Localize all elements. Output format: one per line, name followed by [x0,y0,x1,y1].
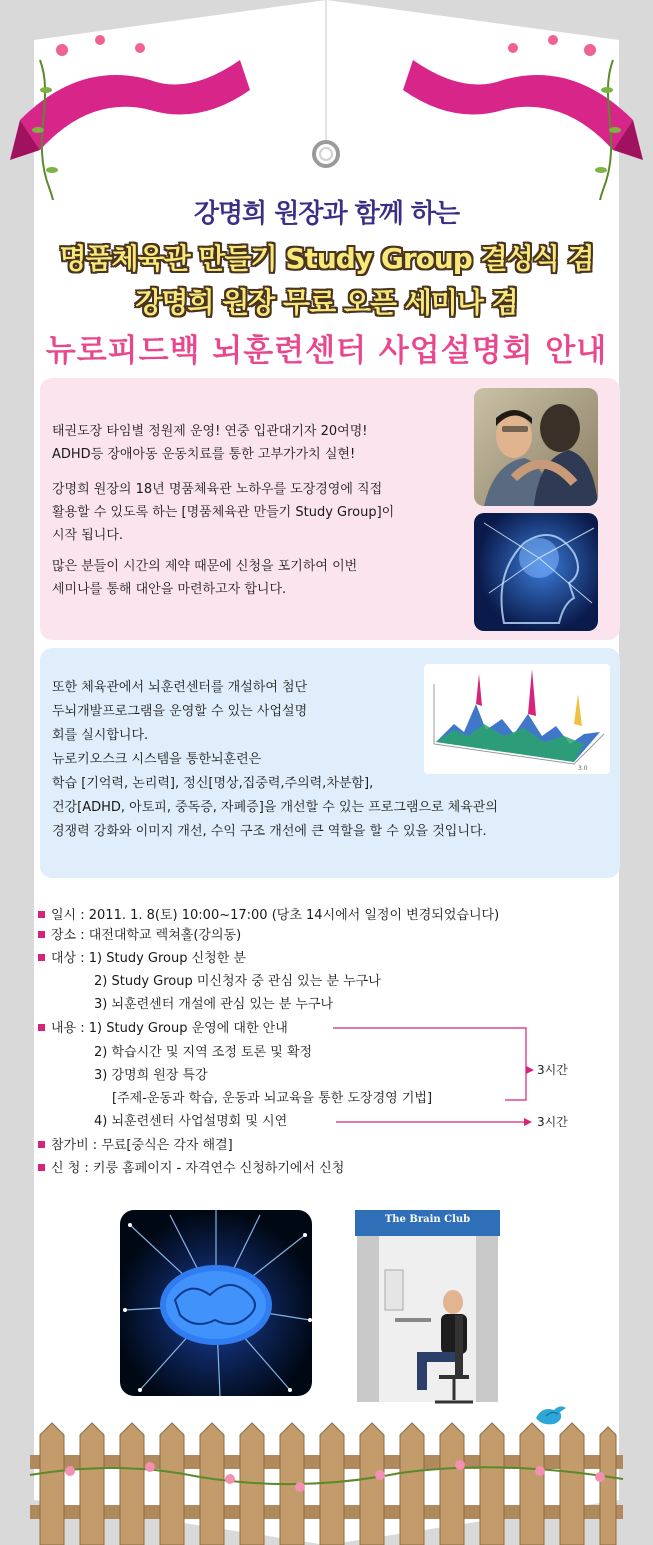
title-line-4: 뉴로피드백 뇌훈련센터 사업설명회 안내 [45,333,608,369]
apply-text: 신 청 : 키룽 홈페이지 - 자격연수 신청하기에서 신청 [51,1161,345,1176]
target-item-3: 3) 뇌훈련센터 개설에 관심 있는 분 누구나 [94,997,334,1012]
title-line-2: 명품체육관 만들기 Study Group 결성식 겸 [59,242,594,275]
bullet-icon [38,1164,45,1171]
brainwave-3d-icon [424,664,610,774]
detail-content [38,1019,288,1039]
center-line: 건강[ADHD, 아토피, 중독증, 자폐증]을 개선할 수 있는 프로그램으로 체육관의 [52,800,498,815]
fee-text: 참가비 : 무료[중식은 각자 해결] [51,1138,233,1153]
intro-paragraph-1 [52,420,367,466]
bullet-icon [38,911,45,918]
intro-p2-line: 강명희 원장의 18년 명품체육관 노하우를 도장경영에 직접 [52,482,383,497]
glowing-brain-photo [120,1210,312,1396]
detail-place [38,926,241,946]
place-text: 장소 : 대전대학교 렉쳐홀(강의동) [51,928,242,943]
intro-p3-line: 많은 분들이 시간의 제약 때문에 신청을 포기하여 이번 [52,559,358,574]
bullet-icon [38,954,45,961]
detail-target [38,949,246,969]
brain-head-photo [474,513,598,631]
center-line: 또한 체육관에서 뇌훈련센터를 개설하여 첨단 [52,680,308,695]
detail-fee [38,1136,233,1156]
intro-p1-line: 태권도장 타임별 정원제 운영! 연중 입관대기자 20여명! [52,424,368,439]
center-line: 경쟁력 강화와 이미지 개선, 수익 구조 개선에 큰 역할을 할 수 있을 것입니다. [52,824,487,839]
bullet-icon [38,931,45,938]
intro-p2-line: 활용할 수 있도록 하는 [명품체육관 만들기 Study Group]이 [52,505,395,520]
intro-p3-line: 세미나를 통해 대안을 마련하고자 합니다. [52,582,287,597]
hug-photo [474,388,598,506]
duration-label-a: 3시간 [537,1063,568,1077]
right-ribbon-icon [403,60,633,150]
center-line: 두뇌개발프로그램을 운영할 수 있는 사업설명 [52,704,308,719]
intro-paragraph-2 [52,478,394,547]
intro-p2-line: 시작 됩니다. [52,528,124,543]
brainwave-chart-image [424,664,610,774]
detail-apply [38,1159,344,1179]
intro-p1-line: ADHD등 장애아동 운동치료를 통한 고부가가치 실현! [52,447,356,462]
wooden-fence-decoration [0,1415,653,1545]
target-text: 대상 : 1) Study Group 신청한 분 [51,951,246,966]
center-line: 학습 [기억력, 논리력], 정신[명상,집중력,주의력,차분함], [52,776,374,791]
left-ribbon-icon [20,60,250,150]
people-hug-icon [474,388,598,506]
content-item-4: 4) 뇌훈련센터 사업설명회 및 시연 [94,1114,288,1129]
title-line-1: 강명희 원장과 함께 하는 [193,199,460,229]
target-item-2: 2) Study Group 미신청자 중 관심 있는 분 누구나 [94,974,381,989]
content-item-3-topic: [주제-운동과 학습, 운동과 뇌교육을 통한 도장경영 기법] [112,1091,433,1106]
kiosk-icon [355,1210,500,1408]
bullet-icon [38,1024,45,1031]
content-item-2: 2) 학습시간 및 지역 조정 토론 및 확정 [94,1045,313,1060]
date-text: 일시 : 2011. 1. 8(토) 10:00~17:00 (당초 14시에서 일정이 변경되었습니다) [51,908,500,923]
content-item-3: 3) 강명희 원장 특강 [94,1068,208,1083]
brain-club-kiosk-photo [355,1210,500,1408]
bullet-icon [38,1141,45,1148]
kiosk-sign: The Brain Club [384,1214,471,1225]
glowing-brain-icon [120,1210,312,1396]
chart-axis-label: 3.0 [578,765,588,772]
brain-head-icon [474,513,598,631]
center-line: 회를 실시합니다. [52,728,149,743]
intro-paragraph-3 [52,555,357,601]
hanger-decoration [0,0,653,200]
duration-label-b: 3시간 [537,1115,568,1129]
center-line: 뉴로키오스크 시스템을 통한뇌훈련은 [52,752,262,767]
content-text: 내용 : 1) Study Group 운영에 대한 안내 [51,1021,288,1036]
title-line-3: 강명희 원장 무료 오픈 세미나 겸 [135,286,518,319]
detail-date [38,906,499,926]
